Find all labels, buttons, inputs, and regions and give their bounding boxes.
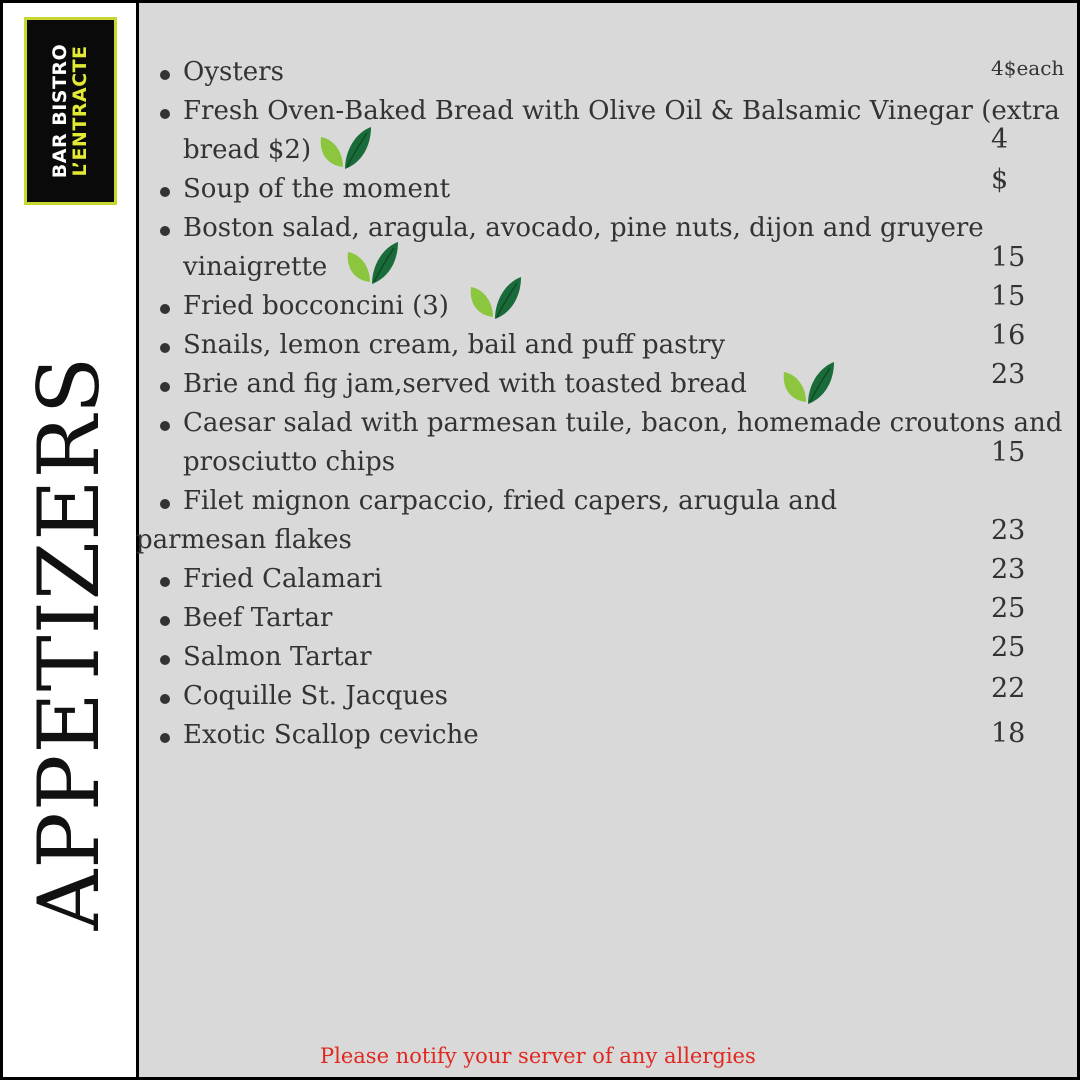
section-title: APPETIZERS — [20, 355, 118, 931]
bullet — [160, 343, 170, 353]
menu-item-bocconcini: Fried bocconcini (3) — [183, 291, 449, 321]
logo-line-1: BAR BISTRO — [48, 43, 71, 179]
price-coquille: 22 — [991, 673, 1026, 704]
price-salmon-tartar: 25 — [991, 632, 1026, 663]
menu-item-boston-salad: Boston salad, aragula, avocado, pine nuts, dijon and gruyere — [183, 213, 984, 243]
bullet — [160, 655, 170, 665]
bistro-logo — [24, 17, 117, 205]
bullet — [160, 577, 170, 587]
menu-item-bread-line2: bread $2) — [183, 135, 312, 165]
menu-item-soup: Soup of the moment — [183, 174, 451, 204]
menu-item-snails: Snails, lemon cream, bail and puff pastry — [183, 330, 726, 360]
bullet — [160, 187, 170, 197]
menu-item-boston-salad-line2: vinaigrette — [183, 252, 328, 282]
price-bread: 4 — [991, 124, 1009, 155]
menu-item-oysters: Oysters — [183, 57, 284, 87]
sidebar — [3, 3, 139, 1077]
price-oysters: 4$each — [991, 56, 1065, 80]
price-brie: 23 — [991, 359, 1026, 390]
price-carpaccio: 23 — [991, 515, 1026, 546]
bullet — [160, 70, 170, 80]
menu-item-beef-tartar: Beef Tartar — [183, 603, 333, 633]
menu-item-caesar-salad: Caesar salad with parmesan tuile, bacon, homemade croutons and — [183, 408, 1063, 438]
bullet — [160, 499, 170, 509]
bullet — [160, 382, 170, 392]
price-boston-salad: 15 — [991, 242, 1026, 273]
menu-item-carpaccio-line2: parmesan flakes — [136, 525, 352, 555]
menu-item-coquille: Coquille St. Jacques — [183, 681, 448, 711]
leaf-icon — [344, 238, 400, 288]
price-snails: 16 — [991, 320, 1026, 351]
allergy-notice: Please notify your server of any allergies — [320, 1044, 756, 1068]
price-calamari: 23 — [991, 554, 1026, 585]
menu-item-salmon-tartar: Salmon Tartar — [183, 642, 372, 672]
menu-panel — [136, 3, 1077, 1077]
price-ceviche: 18 — [991, 718, 1026, 749]
logo-line-2: L’ENTRACTE — [68, 45, 91, 177]
price-beef-tartar: 25 — [991, 593, 1026, 624]
leaf-icon — [780, 358, 836, 408]
bullet — [160, 733, 170, 743]
bullet — [160, 109, 170, 119]
menu-item-bread: Fresh Oven-Baked Bread with Olive Oil & Balsamic Vinegar (extra — [183, 96, 1060, 126]
price-bread-currency: $ — [991, 164, 1009, 195]
menu-item-brie: Brie and fig jam,served with toasted bread — [183, 369, 747, 399]
price-caesar-salad: 15 — [991, 437, 1026, 468]
logo-text — [48, 43, 91, 179]
menu-item-caesar-salad-line2: prosciutto chips — [183, 447, 396, 477]
leaf-icon — [317, 123, 373, 173]
bullet — [160, 226, 170, 236]
bullet — [160, 421, 170, 431]
bullet — [160, 616, 170, 626]
bullet — [160, 304, 170, 314]
bullet — [160, 694, 170, 704]
menu-item-carpaccio: Filet mignon carpaccio, fried capers, arugula and — [183, 486, 838, 516]
price-bocconcini: 15 — [991, 281, 1026, 312]
leaf-icon — [467, 273, 523, 323]
menu-item-calamari: Fried Calamari — [183, 564, 383, 594]
menu-item-ceviche: Exotic Scallop ceviche — [183, 720, 479, 750]
